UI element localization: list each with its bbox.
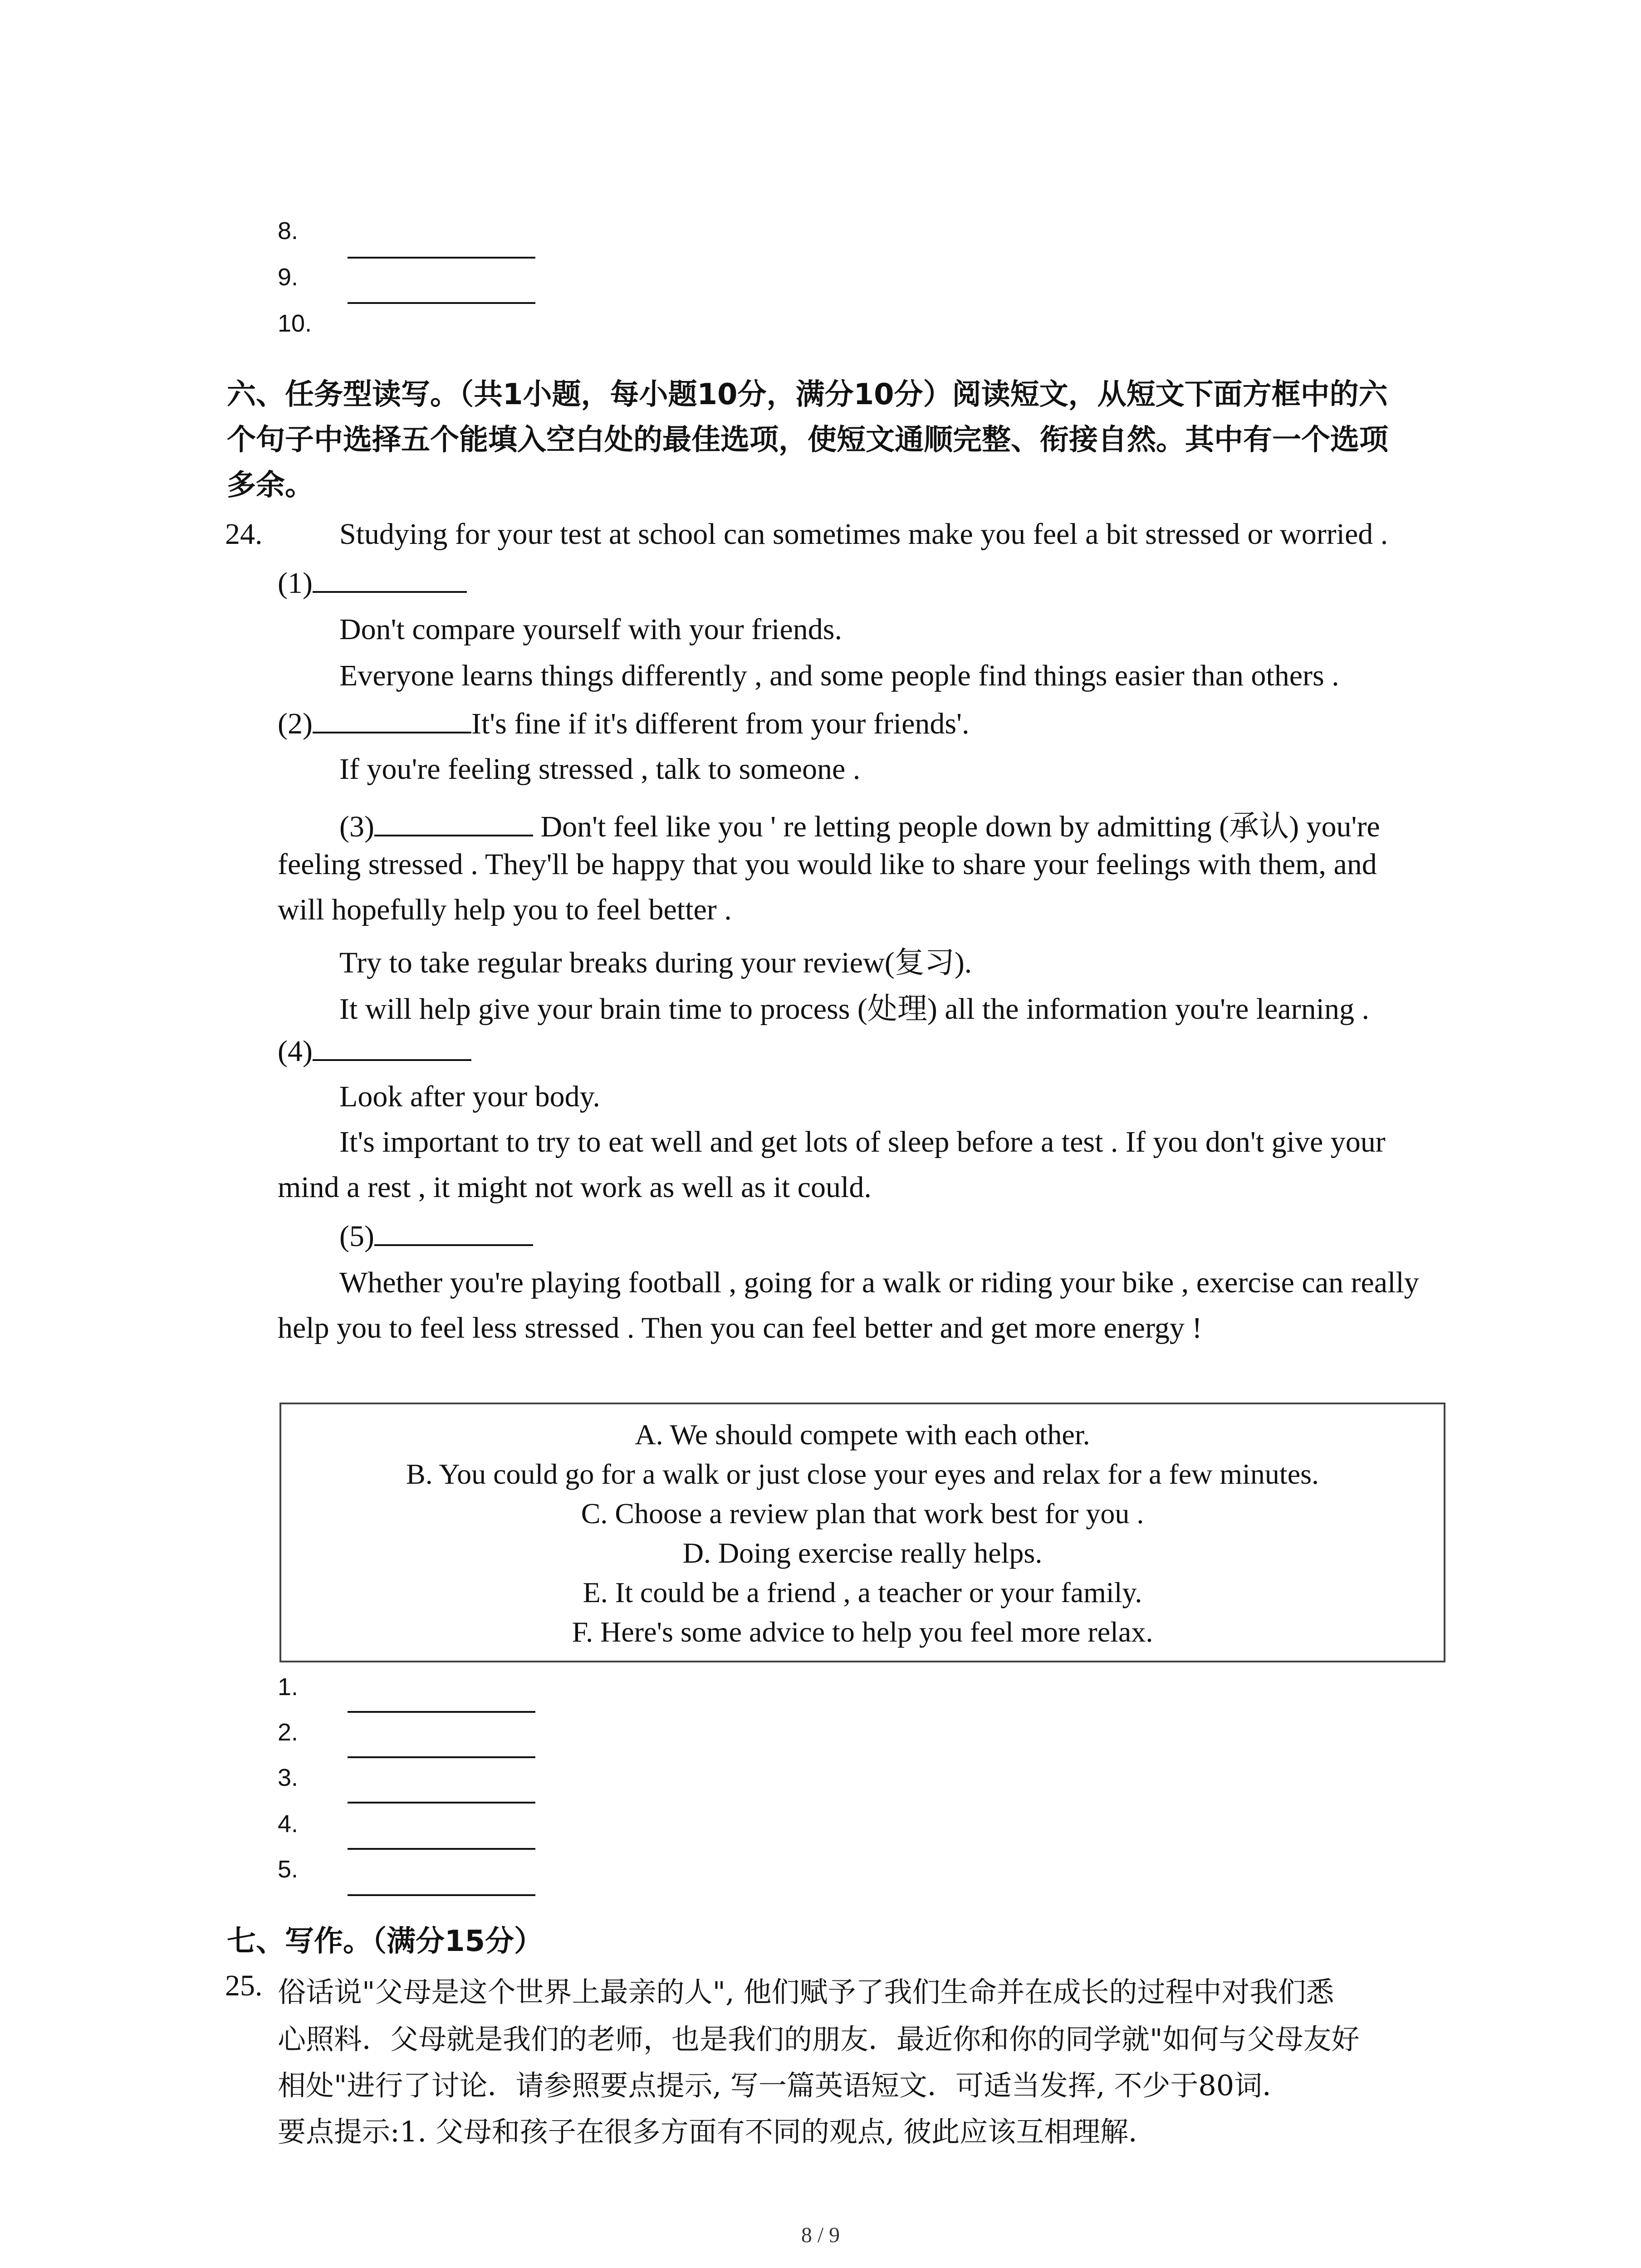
blank-4-label: (4) xyxy=(278,1035,313,1068)
answer-number-9: 9. xyxy=(278,264,299,291)
blank-5-label: (5) xyxy=(339,1220,374,1253)
blank-5-row xyxy=(339,1219,533,1254)
answer-number-10: 10. xyxy=(278,310,312,337)
blank-1-line[interactable] xyxy=(313,591,467,593)
option-f: F. Here's some advice to help you feel more relax. xyxy=(572,1616,1153,1648)
passage-line-10: mind a rest , it might not work as well as it could. xyxy=(278,1171,872,1204)
answer-blank-8[interactable] xyxy=(348,257,535,259)
passage-line-8: Look after your body. xyxy=(339,1080,600,1113)
blank-1-row xyxy=(278,566,467,601)
passage-line-9: It's important to try to eat well and get lots of sleep before a test . If you don't give your xyxy=(339,1125,1386,1158)
answer-number-4: 4. xyxy=(278,1810,299,1838)
passage-line-4: feeling stressed . They'll be happy that you would like to share your feelings with them, and xyxy=(278,848,1377,881)
answer-blank-1[interactable] xyxy=(348,1711,535,1713)
answer-blank-3[interactable] xyxy=(348,1802,535,1804)
section6-heading-line3: 多余。 xyxy=(227,469,314,502)
blank-4-row xyxy=(278,1034,471,1069)
passage-line-6: Try to take regular breaks during your review(复习). xyxy=(339,946,972,979)
page-number: 8 / 9 xyxy=(801,2223,840,2247)
section6-heading-line2: 个句子中选择五个能填入空白处的最佳选项，使短文通顺完整、衔接自然。其中有一个选项 xyxy=(227,423,1388,457)
passage-line-1: Don't compare yourself with your friends. xyxy=(339,613,842,646)
answer-number-2: 2. xyxy=(278,1719,299,1746)
question-25-line4: 要点提示:1. 父母和孩子在很多方面有不同的观点, 彼此应该互相理解． xyxy=(278,2115,1157,2148)
answer-blank-5[interactable] xyxy=(348,1894,535,1896)
options-box xyxy=(279,1403,1445,1662)
option-e: E. It could be a friend , a teacher or your family. xyxy=(583,1576,1142,1608)
option-c: C. Choose a review plan that work best for you . xyxy=(581,1497,1144,1530)
question-25-line2: 心照料．父母就是我们的老师，也是我们的朋友．最近你和你的同学就"如何与父母友好 xyxy=(278,2023,1360,2056)
blank-5-line[interactable] xyxy=(374,1244,533,1246)
answer-number-3: 3. xyxy=(278,1764,299,1791)
passage-line-12: help you to feel less stressed . Then you can feel better and get more energy ! xyxy=(278,1311,1202,1344)
passage-line-2: Everyone learns things differently , and some people find things easier than others . xyxy=(339,659,1339,692)
blank-2-row xyxy=(278,707,969,741)
blank-2-label: (2) xyxy=(278,707,313,740)
blank-1-label: (1) xyxy=(278,567,313,600)
answer-number-8: 8. xyxy=(278,217,299,244)
answer-blank-2[interactable] xyxy=(348,1756,535,1758)
blank-3-label: (3) xyxy=(339,810,374,843)
question-24-number: 24. xyxy=(225,518,263,551)
blank-2-line[interactable] xyxy=(313,732,471,733)
option-d: D. Doing exercise really helps. xyxy=(682,1537,1043,1569)
option-a: A. We should compete with each other. xyxy=(635,1418,1090,1451)
blank-3-row xyxy=(339,802,1380,845)
section7-heading: 七、写作。（满分15分） xyxy=(227,1925,544,1958)
question-25-number: 25. xyxy=(225,1969,263,2002)
option-b: B. You could go for a walk or just close your eyes and relax for a few minutes. xyxy=(406,1458,1319,1490)
blank-2-after: It's fine if it's different from your friends'. xyxy=(471,707,970,740)
blank-3-after: Don't feel like you ' re letting people down by admitting (承认) you're xyxy=(533,810,1380,843)
answer-blank-9[interactable] xyxy=(348,302,535,304)
question-25-line1: 俗话说"父母是这个世界上最亲的人", 他们赋予了我们生命并在成长的过程中对我们悉 xyxy=(278,1975,1334,2009)
passage-line-7: It will help give your brain time to process (处理) all the information you're learning . xyxy=(339,992,1369,1026)
blank-3-line[interactable] xyxy=(374,835,533,836)
question-25-line3: 相处"进行了讨论．请参照要点提示, 写一篇英语短文．可适当发挥, 不少于80词． xyxy=(278,2069,1291,2102)
passage-line-11: Whether you're playing football , going for a walk or riding your bike , exercise can really xyxy=(339,1266,1419,1299)
section6-heading-line1: 六、任务型读写。（共1小题，每小题10分，满分10分）阅读短文，从短文下面方框中的六 xyxy=(227,378,1388,411)
answer-number-5: 5. xyxy=(278,1856,299,1883)
answer-blank-4[interactable] xyxy=(348,1848,535,1850)
passage-line-3: If you're feeling stressed , talk to someone . xyxy=(339,753,861,786)
answer-number-1: 1. xyxy=(278,1673,299,1701)
blank-4-line[interactable] xyxy=(313,1059,471,1061)
passage-line-5: will hopefully help you to feel better . xyxy=(278,893,732,926)
question-24-intro: Studying for your test at school can sometimes make you feel a bit stressed or worried . xyxy=(339,518,1388,551)
